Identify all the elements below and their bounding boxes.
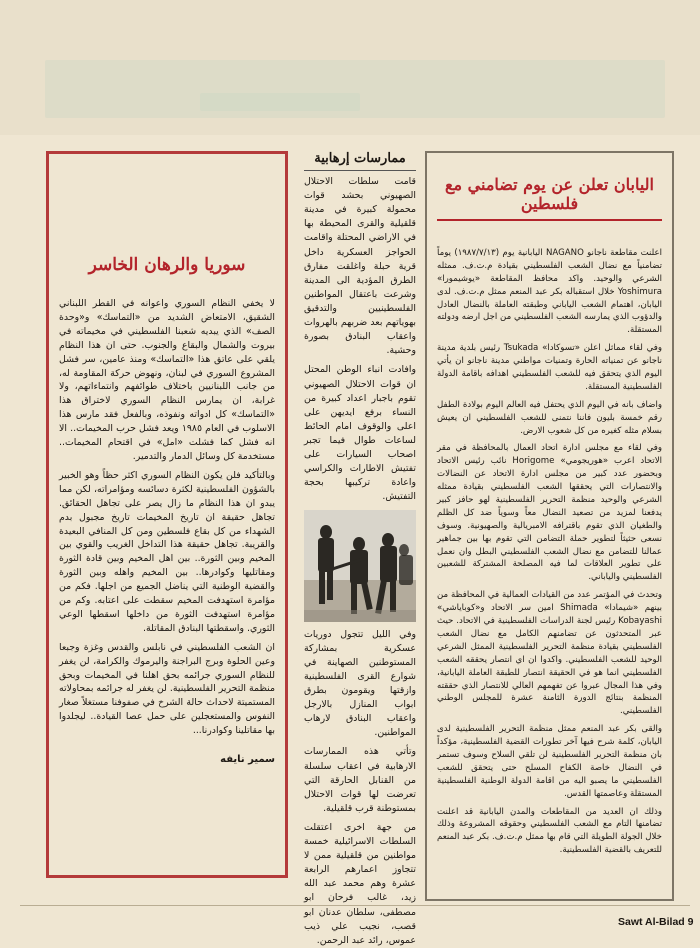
right-article-paragraph: وذلك ان العديد من المقاطعات والمدن اليابانية قد اعلنت تضامنها التام مع الشعب الفلسطيني وحقوقه المشروعة وذلك خلال الجولة الطويلة التي قام بها ممثل م.ت.ف. بكر عبد المنعم للتعريف بالقضية الفلسطينية. [437,806,662,856]
middle-article-paragraph: وتأتي هذه الممارسات الارهابية في اعقاب سلسلة من القنابل الحارقة التي تعرضت لها قوات الاحتلال بمستوطنة قرب قلقيلية. [304,746,416,814]
right-article-paragraph: واضاف بانه في اليوم الذي يحتفل فيه العالم اليوم بولادة الطفل رقم خمسة بليون فاننا نتمنى للشعب الفلسطيني ان يعيش بسلام مثله كغيره من كل شعوب الارض. [437,399,662,436]
left-article-paragraph: ان الشعب الفلسطيني في نابلس والقدس وغزة وجبعا وعين الحلوة وبرج البراجنة واليرموك والكرامة، لن يغفر للنظام السوري جرائمه بحق اهلنا في المخيمات وبحق منظمة التحرير الفلسطينية. لن يغفر له جرائمه بمحاولاته المستميتة لاحداث حالة الشرخ في صفوفنا مستغلاً صغار النفوس والمستعجلين على حمل عصا القيادة.. ليجلدوا بها مقاتلينا وكوادرنا... [59,641,275,737]
faded-top-band [0,0,700,135]
left-article [46,151,288,878]
soldiers-photo [304,510,416,622]
faded-text-block [200,93,360,111]
right-article [425,151,674,901]
middle-article-title: ممارسات إرهابية [304,151,416,171]
magazine-name: Sawt Al-Bilad [618,916,685,928]
page-footer [618,916,693,928]
right-article-paragraph: وفي لقاء مماثل اعلن «تسوكادا» Tsukada رئيس بلدية مدينة ناجانو عن تمنياته الحارة وتمنيات مواطني مدينة ناجانو ان يأتي اليوم الذي يتحقق فيه للشعب الفلسطيني اهدافه باقامة الدولة الفلسطينية المستقلة. [437,343,662,392]
right-article-title: اليابان تعلن عن يوم تضامني مع فلسطين [437,175,662,221]
right-article-paragraph: اعلنت مقاطعة ناجانو NAGANO اليابانية يوم (١٩٨٧/٧/١٣) يوماً تضامنياً مع نضال الشعب الفلسطيني بقيادة م.ت.ف. ممثله الشرعي والوحيد. واكد محافظ المقاطعة «يوشيمورا» Yoshimura خلال استقباله بكر عبد المنعم ممثل م.ت.ف. لدى اليابان، اهتمام الشعب الياباني وطبقته العاملة بالنضال العادل والدؤوب الذي يمارسه الشعب الفلسطيني من اجل ارضه ودولته المستقلة. [437,248,662,336]
page-number: 9 [687,916,694,928]
middle-article-paragraph: من جهة اخرى اعتقلت السلطات الاسرائيلية خمسة مواطنين من قلقيلية ممن لا تتجاوز اعمارهم الرابعة عشرة وهم محمد عبد الله زيد، غالب فرحان ابو مصطفى، سلطان عدنان ابو قصب، نجيب علي ذيب عموس، رائد عبد الرحمن. [304,821,416,946]
right-article-paragraph: وتحدث في المؤتمر عدد من القيادات العمالية في المحافظة من بينهم «شيمادا» Shimada امين سر الاتحاد و«كوباياشي» Kobayashi رئيس لجنة الدراسات الفلسطينية في الاتحاد. حيث عبر المتحدثون عن تضامنهم الكامل مع نضال الشعب الفلسطيني بقيادة منظمة التحرير الفلسطينية الممثل الشرعي الوحيد للشعب الفلسطيني. واكدوا ان اي انتصار يحققه الشعب الفلسطيني انما هو في الحقيقة انتصار للطبقة العاملة اليابانية، وفي هذا المجال عبروا عن تفهمهم العالي للانتصار الذي حققته المنظمة بنتائج الدورة الثامنة عشرة للمجلس الوطني الفلسطيني. [437,590,662,717]
left-article-paragraph: وبالتأكيد فلن يكون النظام السوري اكثر حظاً وهو الخبير بالشؤون الفلسطينية لكثرة دسائسه ومؤامراته، لكن مما يبدو ان هذا النظام ما زال يصر على تجاهل الحقائق. تجاهل حقيقة ان تاريخ المخيمات تاريخ مجبول بدم الشهداء من كل بقاع فلسطين ومن كل المنافي البعيدة والقريبة. تجاهل حقيقة هذا التداخل الغريب والقوي بين المخيم وبين الثورة.. بين اهل المخيم وبين قادة الثورة ومقاتليها وكوادرها.. بين المخيم واهله وبين الثورة والقضية الوطنية التي يناضل الجميع من اجلها. فكم من مؤامرة استهدفت المخيم سقطت على اعتابه. وكم من مؤامرة استهدفت الثورة من داخلها اسقطها الوعي الثوري. واسقطتها البنادق المقاتلة. [59,469,275,634]
left-article-title: سوريا والرهان الخاسر [88,255,246,275]
page-divider [20,905,690,906]
left-article-author: سمير نايفه [220,754,275,766]
middle-article-paragraph: وفي الليل تتجول دوريات عسكرية بمشاركة المستوطنين الصهاينة في شوارع القرى الفلسطينية وازقتها ويقومون بطرق ابواب المنازل بالارجل واعقاب البنادق لارهاب المواطنين. [304,628,416,739]
middle-article-paragraph: وافادت انباء الوطن المحتل ان قوات الاحتلال الصهيوني تقوم باجبار اعداد كبيرة من النساء برفع ايديهن على اعلى والوقوف امام الحائط لساعات طوال فيما تجبر اصحاب السيارات على تفتيش الاطارات والكراسي واعادة تركيبها بحجة التفتيش. [304,364,416,503]
middle-article-paragraph: قامت سلطات الاحتلال الصهيوني بحشد قوات محمولة كبيرة في مدينة قلقيلية والقرى المحيطة بها في الاراضي المحتلة واقامت الحواجز العسكرية داخل قرية حبلة واغلقت مفارق الطرق المؤدية الى المدينة وشرعت باعتقال المواطنين الفلسطينيين والتدقيق بهوياتهم بعد ضربهم بالهروات واعقاب البنادق بصورة وحشية. [304,176,416,357]
middle-article [300,151,420,946]
right-article-paragraph: وفي لقاء مع مجلس ادارة اتحاد العمال بالمحافظة في مقر الاتحاد اعرب «هوريجومي» Horigome نائب رئيس الاتحاد وبحضور عدد كبير من مجلس ادارة الاتحاد عن النضالات والانتصارات التي يحققها الشعب الفلسطيني بقيادة ممثله الشرعي والوحيد منظمة التحرير الفلسطينية لهو حافز كبير يدفعنا لمزيد من تصعيد النضال معاً وسوياً ضد كل الظلم والطغيان الذي تقوم باقترافه الامبريالية والصهيونية. وسوف نسعى حثيثاً لتطوير حملة التضامن التي تقوم بها بين جماهير عمالنا للتضامن مع نضال الشعب الفلسطيني البطل وان نعمل على تطوير العلاقات لما فيه المصلحة المشتركة للشعبين الفلسطيني والياباني. [437,443,662,583]
right-article-paragraph: والقى بكر عبد المنعم ممثل منظمة التحرير الفلسطينية لدى اليابان، كلمة شرح فيها آخر تطورات القضية الفلسطينية، مؤكداً بان منظمة التحرير الفلسطينية لن تلقي السلاح وسوف تستمر في النضال خاصة الكفاح المسلح حتى يتحقق للشعب الفلسطيني ما يصبو اليه من اقامة الدولة الوطنية الفلسطينية المستقلة وعاصمتها القدس. [437,724,662,799]
left-article-paragraph: لا يخفي النظام السوري واعوانه في القطر اللبناني الشقيق، الامتعاض الشديد من «التماسك» و«وحدة الصف» الذي يبديه شعبنا الفلسطيني في مخيماته في بيروت والشمال والبقاع والجنوب. حتى ان هذا النظام يلقي على عاتق هذا «التماسك» ومنذ عامين، سر فشل المشروع السوري في لبنان، ونهوض حركة المقاومة له، من جانب اللبنانيين باختلاف طوائفهم وانتماءاتهم، ولا غرابة، ان يمارس النظام السوري لاختراق هذا «التماسك» كل ادواته ونفوذه، وبالفعل فقد مارس هذا الاسلوب في العام ١٩٨٥ ويعد فشل حرب المخيمات.. الا انه فشل كما فشلت «امل» في اقتحام المخيمات.. مستخدمة كل وسائل الدمار والتدمير. [59,298,275,462]
